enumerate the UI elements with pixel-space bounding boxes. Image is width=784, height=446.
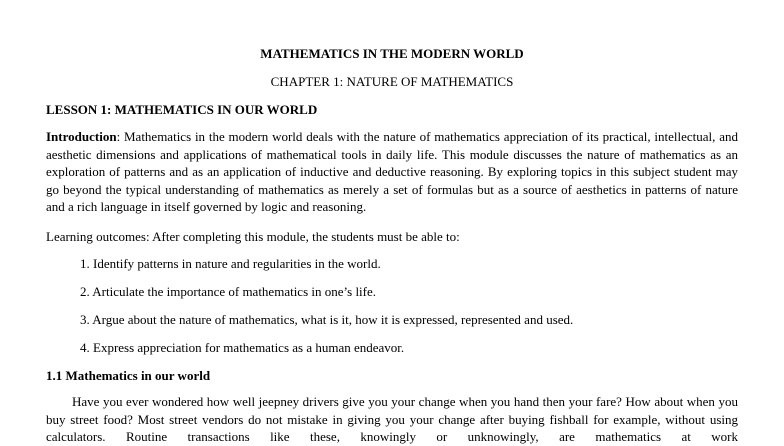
section-heading: 1.1 Mathematics in our world [46,368,211,383]
section-paragraph: Have you ever wondered how well jeepney drivers give you your change when you hand then your fare? How about when you buy street food? Most street vendors do not mistake in giving you your change after buying fishball for example, without using calculators. Routine transactions like these, knowingly or unknowingly, are mathematics at work [46,394,738,444]
outcome-item: 2. Articulate the importance of mathematics in one’s life. [80,284,377,299]
outcome-item: 1. Identify patterns in nature and regularities in the world. [80,256,381,271]
lesson-heading: LESSON 1: MATHEMATICS IN OUR WORLD [46,102,318,117]
document-title: MATHEMATICS IN THE MODERN WORLD [260,46,524,61]
introduction-text: : Mathematics in the modern world deals with the nature of mathematics appreciation of its practical, intellectual, and aesthetic dimensions and applications of mathematical tools in daily life. This module discusses the nature of mathematics as an exploration of patterns and as an application of inductive and deductive reasoning. By exploring topics in this subject student may go beyond the typical understanding of mathematics as merely a set of formulas but as a source of aesthetics in patterns of nature and a rich language in itself governed by logic and reasoning. [46,129,738,214]
chapter-title: CHAPTER 1: NATURE OF MATHEMATICS [270,74,514,89]
introduction-label: Introduction [46,129,117,144]
introduction-paragraph [46,128,738,216]
outcome-item: 3. Argue about the nature of mathematics, what is it, how it is expressed, represented and used. [80,312,574,327]
learning-outcomes-intro: Learning outcomes: After completing this module, the students must be able to: [46,229,460,244]
outcome-item: 4. Express appreciation for mathematics as a human endeavor. [80,340,405,355]
